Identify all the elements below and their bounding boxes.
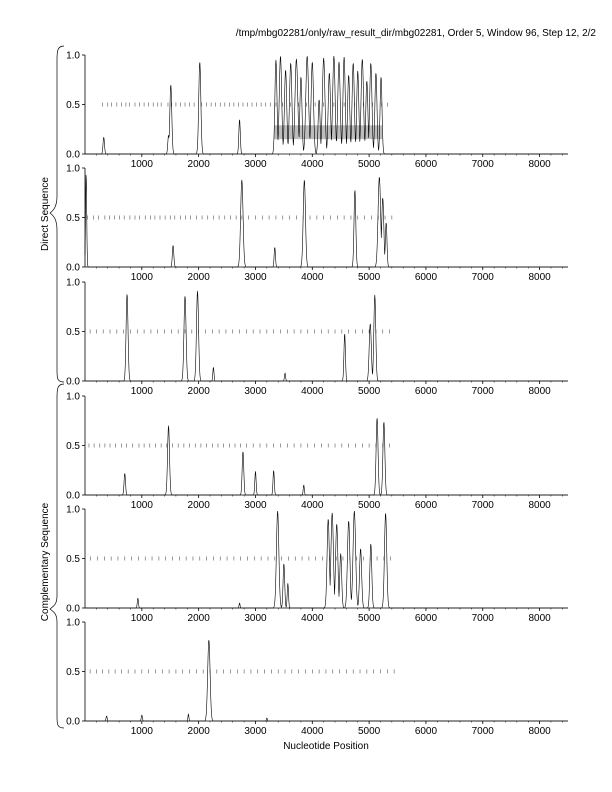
x-tick-label: 8000 <box>528 159 551 170</box>
x-tick-label: 4000 <box>301 159 324 170</box>
x-tick-label: 6000 <box>414 272 438 283</box>
group-complementary <box>40 384 64 728</box>
y-tick-label: 1.0 <box>66 391 80 403</box>
x-tick-label: 5000 <box>357 726 381 737</box>
y-tick-label: 0.5 <box>66 667 80 678</box>
x-tick-label: 2000 <box>187 726 210 737</box>
y-tick-label: 0.5 <box>66 213 80 224</box>
y-tick-label: 0.5 <box>66 327 80 338</box>
panel-complementary-frame-1 <box>66 392 568 512</box>
x-tick-label: 5000 <box>357 500 381 511</box>
y-tick-label: 0.0 <box>66 262 80 274</box>
x-tick-label: 6000 <box>414 726 438 737</box>
y-tick-label: 0.0 <box>66 490 80 502</box>
x-tick-label: 1000 <box>130 613 153 624</box>
x-tick-label: 2000 <box>187 613 210 624</box>
x-tick-label: 6000 <box>414 500 438 511</box>
x-tick-label: 7000 <box>471 613 494 624</box>
x-tick-label: 2000 <box>187 386 210 397</box>
x-tick-label: 4000 <box>301 272 324 283</box>
y-tick-label: 0.0 <box>66 376 80 388</box>
x-axis-title: Nucleotide Position <box>283 741 369 752</box>
x-tick-label: 5000 <box>357 613 381 624</box>
probability-line <box>85 640 568 721</box>
y-tick-label: 0.0 <box>66 149 80 161</box>
x-tick-label: 3000 <box>244 386 267 397</box>
x-tick-label: 8000 <box>528 726 551 737</box>
group-complementary-brace <box>50 384 64 728</box>
probability-line <box>85 291 568 381</box>
panel-direct-frame-2 <box>66 164 568 284</box>
x-tick-label: 4000 <box>301 613 324 624</box>
x-tick-label: 1000 <box>130 500 153 511</box>
shaded-region <box>274 125 382 139</box>
x-tick-label: 3000 <box>244 272 267 283</box>
y-tick-label: 0.0 <box>66 716 80 728</box>
x-tick-label: 5000 <box>357 272 381 283</box>
x-tick-label: 4000 <box>301 386 324 397</box>
x-tick-label: 7000 <box>471 159 494 170</box>
x-tick-label: 6000 <box>414 159 438 170</box>
group-direct-label: Direct Sequence <box>40 177 51 251</box>
x-tick-label: 6000 <box>414 613 438 624</box>
panel-direct-frame-1 <box>66 51 568 171</box>
y-tick-label: 0.5 <box>66 554 80 565</box>
y-tick-label: 1.0 <box>66 50 80 62</box>
x-tick-label: 8000 <box>528 272 551 283</box>
y-tick-label: 1.0 <box>66 504 80 516</box>
panel-complementary-frame-3 <box>66 618 568 738</box>
header-title: /tmp/mbg02281/only/raw_result_dir/mbg02281, Order 5, Window 96, Step 12, 2/2 <box>235 28 596 39</box>
y-tick-label: 0.5 <box>66 441 80 452</box>
x-tick-label: 4000 <box>301 500 324 511</box>
x-tick-label: 8000 <box>528 613 551 624</box>
x-tick-label: 3000 <box>244 159 267 170</box>
x-tick-label: 6000 <box>414 386 438 397</box>
y-tick-label: 1.0 <box>66 277 80 289</box>
x-tick-label: 7000 <box>471 726 494 737</box>
y-tick-label: 0.5 <box>66 100 80 111</box>
x-tick-label: 2000 <box>187 272 210 283</box>
x-tick-label: 5000 <box>357 159 381 170</box>
x-tick-label: 1000 <box>130 272 153 283</box>
x-tick-label: 7000 <box>471 500 494 511</box>
group-direct <box>40 46 64 382</box>
x-tick-label: 3000 <box>244 500 267 511</box>
panel-complementary-frame-2 <box>66 505 568 625</box>
x-tick-label: 8000 <box>528 500 551 511</box>
x-tick-label: 2000 <box>187 159 210 170</box>
x-tick-label: 7000 <box>471 272 494 283</box>
x-tick-label: 3000 <box>244 726 267 737</box>
x-tick-label: 1000 <box>130 386 153 397</box>
probability-line <box>85 418 568 495</box>
y-tick-label: 1.0 <box>66 617 80 629</box>
y-tick-label: 1.0 <box>66 163 80 175</box>
y-tick-label: 0.0 <box>66 603 80 615</box>
x-tick-label: 7000 <box>471 386 494 397</box>
panels <box>66 51 568 738</box>
group-direct-brace <box>50 46 64 382</box>
x-tick-label: 5000 <box>357 386 381 397</box>
x-tick-label: 3000 <box>244 613 267 624</box>
probability-line <box>85 511 568 608</box>
x-tick-label: 8000 <box>528 386 551 397</box>
probability-line <box>85 175 568 267</box>
x-tick-label: 1000 <box>130 159 153 170</box>
probability-line <box>85 56 568 154</box>
panel-direct-frame-3 <box>66 278 568 398</box>
x-tick-label: 1000 <box>130 726 153 737</box>
group-complementary-label: Complementary Sequence <box>40 502 51 622</box>
x-tick-label: 2000 <box>187 500 210 511</box>
x-tick-label: 4000 <box>301 726 324 737</box>
